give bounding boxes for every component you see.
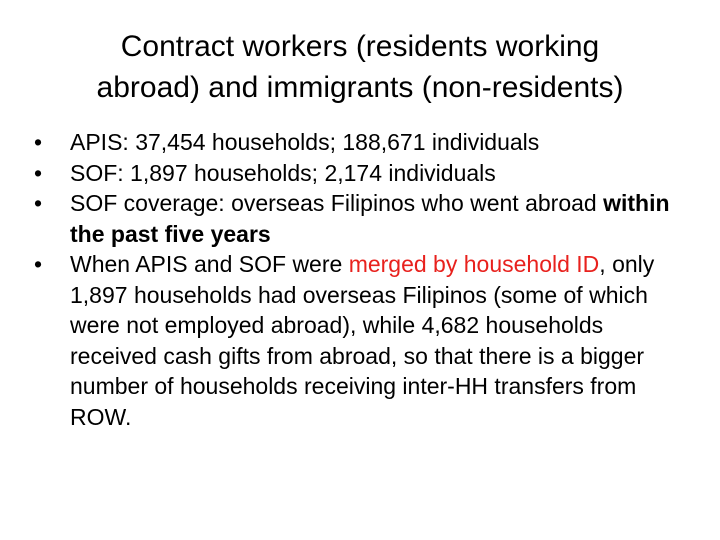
bullet-item-sof-coverage xyxy=(34,188,684,249)
bullet-icon: • xyxy=(34,190,43,216)
bullet-text-rest: , only 1,897 households had overseas Filipinos (some of which were not employed abroad), while 4,682 households received cash gifts from abroad, so that there is a bigger number of households receiving inter-HH transfers from ROW. xyxy=(70,251,655,430)
bullet-text: When APIS and SOF were xyxy=(70,251,349,277)
bullet-icon: • xyxy=(34,159,43,186)
bullet-list xyxy=(34,127,684,432)
slide-title xyxy=(40,26,680,108)
bullet-text-highlight: merged by household ID xyxy=(348,251,600,277)
bullet-icon: • xyxy=(34,251,43,277)
bullet-text: SOF: 1,897 households; 2,174 individuals xyxy=(70,159,496,186)
bullet-item-merge xyxy=(34,249,684,432)
bullet-text-bold: within the past five years xyxy=(70,190,670,247)
bullet-icon: • xyxy=(34,129,43,155)
bullet-text: APIS: 37,454 households; 188,671 individuals xyxy=(70,129,540,155)
title-line-2: abroad) and immigrants (non-residents) xyxy=(96,71,624,104)
bullet-item-apis xyxy=(34,127,684,158)
bullet-item-sof xyxy=(34,158,684,189)
bullet-text: SOF coverage: overseas Filipinos who went abroad xyxy=(70,190,604,216)
title-line-1: Contract workers (residents working xyxy=(120,30,600,63)
